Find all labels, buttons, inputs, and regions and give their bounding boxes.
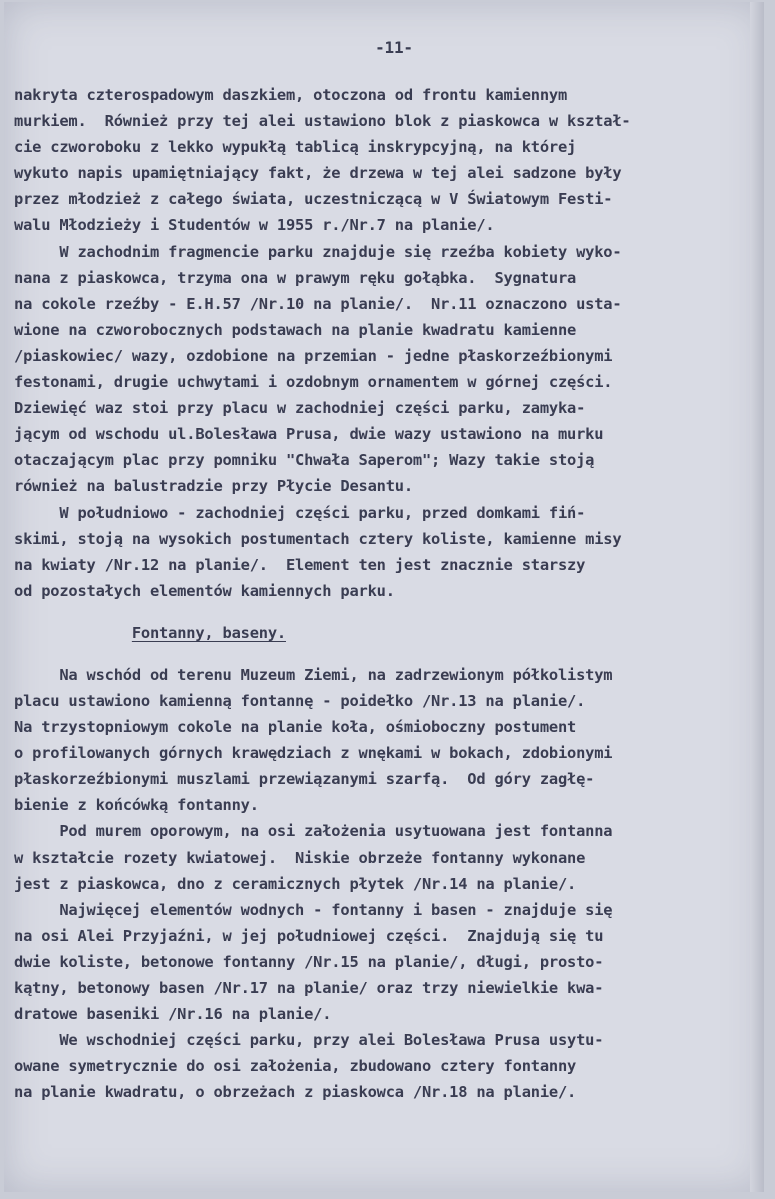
paragraph-block-1 [14, 82, 754, 604]
text-line: skimi, stoją na wysokich postumentach cztery koliste, kamienne misy [14, 529, 622, 548]
text-line: o profilowanych górnych krawędziach z wnękami w bokach, zdobionymi [14, 744, 613, 763]
text-line: murkiem. Również przy tej alei ustawiono blok z piaskowca w kształ- [14, 112, 631, 131]
text-line: festonami, drugie uchwytami i ozdobnym ornamentem w górnej części. [14, 373, 613, 392]
text-line: na kwiaty /Nr.12 na planie/. Element ten jest znacznie starszy [14, 555, 586, 574]
text-line: cie czworoboku z lekko wypukłą tablicą inskrypcyjną, na której [14, 138, 577, 157]
text-line: wykuto napis upamiętniający fakt, że drzewa w tej alei sadzone były [14, 164, 622, 183]
typewritten-text [14, 32, 754, 1105]
text-line: na cokole rzeźby - E.H.57 /Nr.10 na planie/. Nr.11 oznaczono usta- [14, 294, 622, 313]
text-line: na osi Alei Przyjaźni, w jej południowej części. Znajdują się tu [14, 926, 604, 945]
text-line: w kształcie rozety kwiatowej. Niskie obrzeże fontanny wykonane [14, 848, 586, 867]
text-line: jest z piaskowca, dno z ceramicznych płytek /Nr.14 na planie/. [14, 874, 577, 893]
text-line: /piaskowiec/ wazy, ozdobione na przemian - jedne płaskorzeźbionymi [14, 346, 613, 365]
text-line: płaskorzeźbionymi muszlami przewiązanymi szarfą. Od góry zagłę- [14, 770, 595, 789]
text-line: Pod murem oporowym, na osi założenia usytuowana jest fontanna [14, 822, 613, 841]
text-line: Na trzystopniowym cokole na planie koła, ośmioboczny postument [14, 718, 577, 737]
text-line: nana z piaskowca, trzyma ona w prawym ręku gołąbka. Sygnatura [14, 268, 577, 287]
text-line: bienie z końcówką fontanny. [14, 796, 259, 815]
text-line: owane symetrycznie do osi założenia, zbudowano cztery fontanny [14, 1057, 577, 1076]
paragraph-block-2 [14, 662, 754, 1106]
text-line: Na wschód od terenu Muzeum Ziemi, na zadrzewionym półkolistym [14, 665, 613, 684]
text-line: otaczającym plac przy pomniku "Chwała Saperom"; Wazy takie stoją [14, 451, 595, 470]
text-line: We wschodniej części parku, przy alei Bolesława Prusa usytu- [14, 1031, 604, 1050]
page-number: -11- [375, 38, 413, 57]
text-line: W zachodnim fragmencie parku znajduje się rzeźba kobiety wyko- [14, 242, 622, 261]
text-line: również na balustradzie przy Płycie Desantu. [14, 477, 413, 496]
text-line: walu Młodzieży i Studentów w 1955 r./Nr.7 na planie/. [14, 216, 495, 235]
text-line: wione na czworobocznych podstawach na planie kwadratu kamienne [14, 320, 577, 339]
text-line: Dziewięć waz stoi przy placu w zachodniej części parku, zamyka- [14, 399, 586, 418]
text-line: nakryta czterospadowym daszkiem, otoczona od frontu kamiennym [14, 86, 568, 104]
section-heading-row [14, 618, 754, 648]
document-page [4, 2, 764, 1192]
text-line: placu ustawiono kamienną fontannę - poidełko /Nr.13 na planie/. [14, 691, 586, 710]
text-line: W południowo - zachodniej części parku, przed domkami fiń- [14, 503, 586, 522]
text-line: dratowe baseniki /Nr.16 na planie/. [14, 1005, 332, 1024]
text-line: Najwięcej elementów wodnych - fontanny i basen - znajduje się [14, 900, 613, 919]
text-line: kątny, betonowy basen /Nr.17 na planie/ oraz trzy niewielkie kwa- [14, 979, 604, 997]
text-line: przez młodzież z całego świata, uczestniczącą w V Światowym Festi- [14, 190, 613, 209]
text-line: jącym od wschodu ul.Bolesława Prusa, dwie wazy ustawiono na murku [14, 425, 604, 444]
text-line: dwie koliste, betonowe fontanny /Nr.15 na planie/, długi, prosto- [14, 952, 604, 971]
text-line: od pozostałych elementów kamiennych parku. [14, 581, 395, 600]
spacer [14, 648, 754, 662]
spacer [14, 604, 754, 618]
section-heading: Fontanny, baseny. [131, 623, 286, 642]
text-line: na planie kwadratu, o obrzeżach z piaskowca /Nr.18 na planie/. [14, 1083, 577, 1102]
